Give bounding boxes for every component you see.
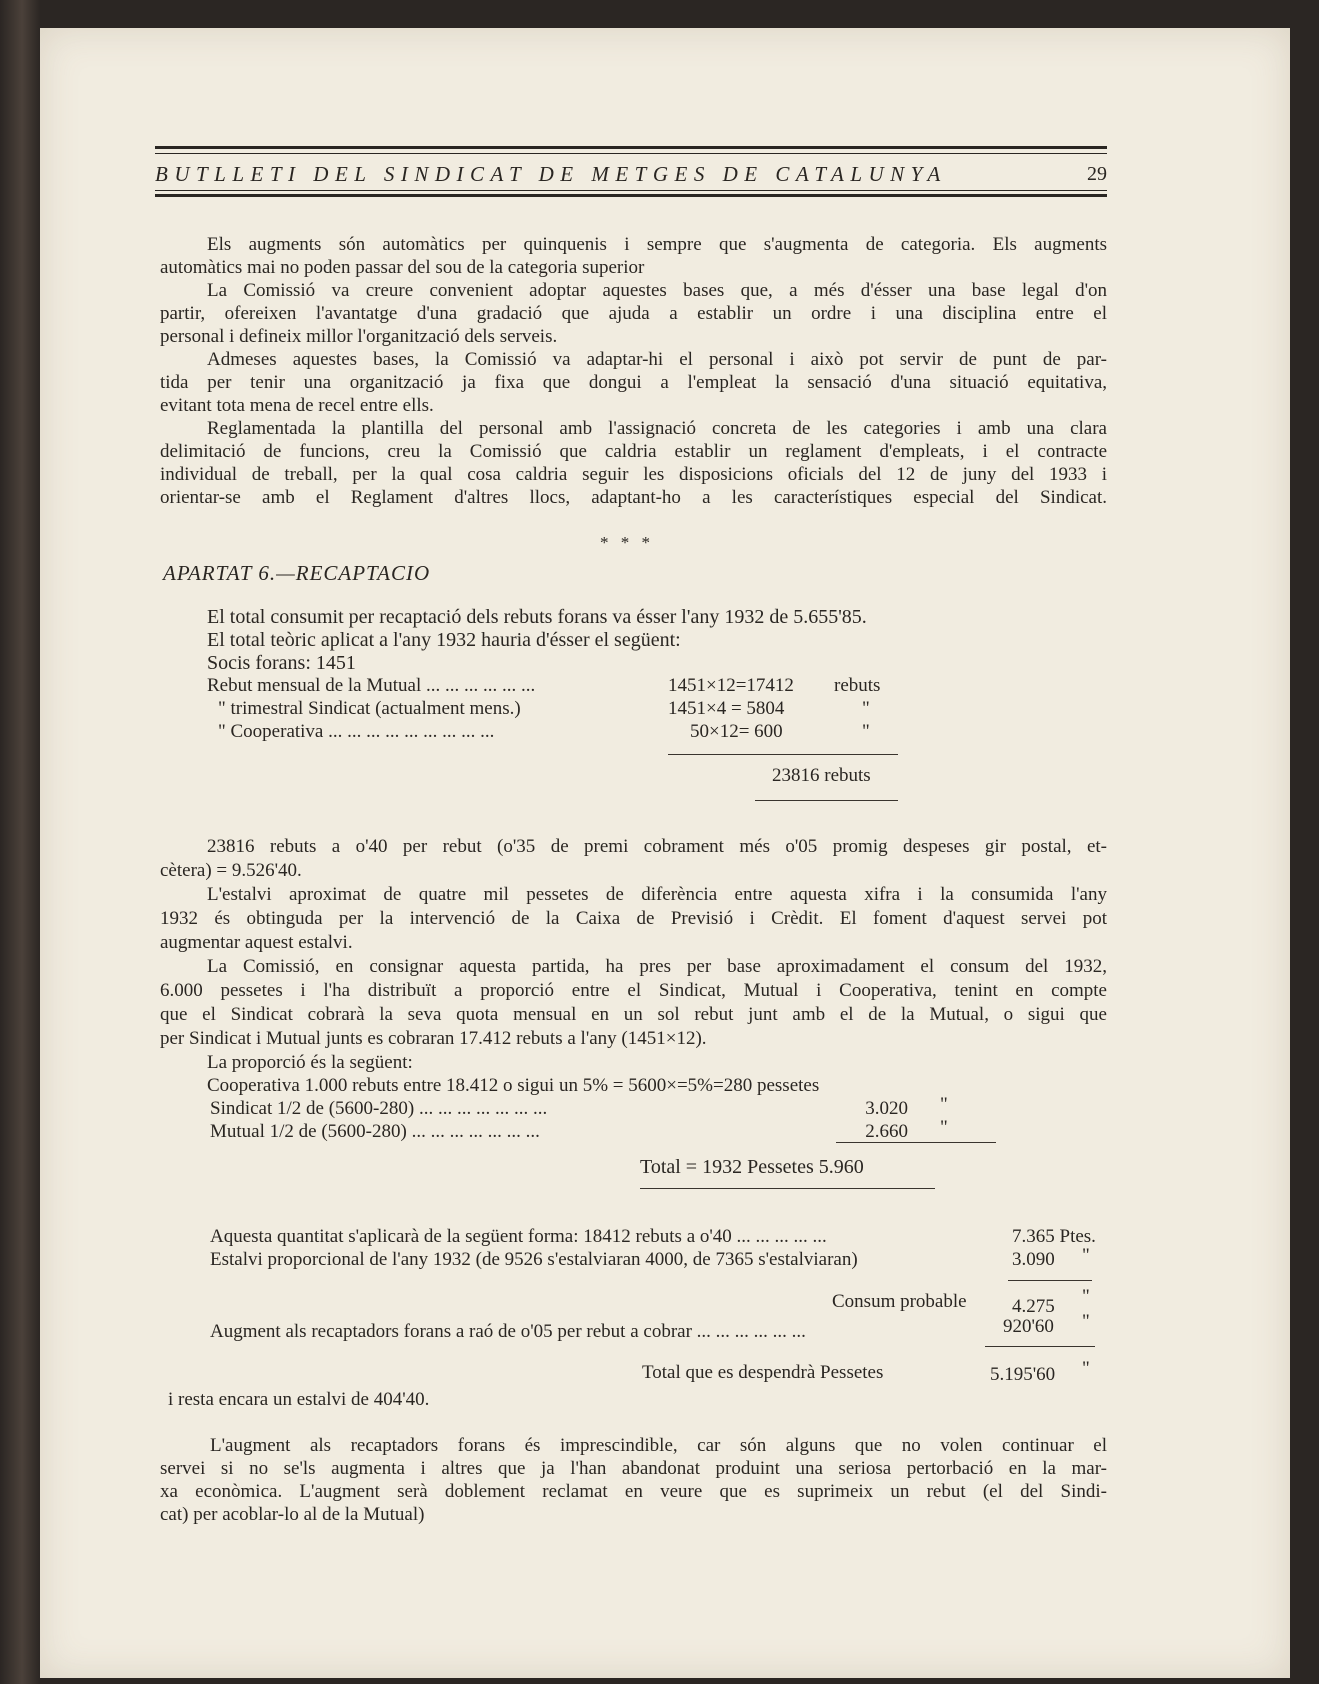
proporcio-sum-line — [836, 1142, 996, 1143]
proporcio-row-label: Sindicat 1/2 de (5600-280) ... ... ... ... ... ... ... — [210, 1098, 548, 1119]
header-rule-bottom-thick — [155, 194, 1107, 197]
augment-recaptadors-value: 920'60 — [1003, 1316, 1054, 1337]
proporcio-row-label: Cooperativa 1.000 rebuts entre 18.412 o sigui un 5% = 5600×=5%=280 pessetes — [207, 1075, 820, 1096]
running-header — [155, 160, 1107, 188]
rebuts-total: 23816 rebuts — [772, 765, 871, 786]
intro-line: Reglamentada la plantilla del personal amb l'assignació concreta de les categories i amb una clara — [207, 418, 1107, 439]
intro-line: personal i defineix millor l'organització dels serveis. — [160, 326, 558, 347]
intro-line: evitant tota mena de recel entre ells. — [160, 395, 434, 416]
intro-line: partir, ofereixen l'avantatge d'una gradació que ajuda a establir un ordre i una disciplina entre el — [160, 303, 1107, 324]
body-line: cètera) = 9.526'40. — [160, 860, 302, 881]
intro-line: tida per tenir una organització ja fixa que dongui a l'empleat la sensació d'una situació equitativa, — [160, 372, 1107, 393]
body-line: La proporció és la següent: — [207, 1052, 413, 1073]
rebuts-row-unit: " — [862, 721, 870, 742]
proporcio-total-underline — [640, 1188, 935, 1189]
intro-line: Admeses aquestes bases, la Comissió va adaptar-hi el personal i això pot servir de punt de par- — [207, 349, 1107, 370]
aplicacio-row-label: Estalvi proporcional de l'any 1932 (de 9526 s'estalviaran 4000, de 7365 s'estalviaran) — [210, 1249, 858, 1270]
final-line: xa econòmica. L'augment serà doblement reclamat en veure que es suprimeix un rebut (el del Sindi- — [160, 1481, 1107, 1502]
intro-line: delimitació de funcions, creu la Comissió que caldria establir un reglament d'empleats, i el contracte — [160, 441, 1107, 462]
rebuts-row-unit: " — [862, 698, 870, 719]
proporcio-total: Total = 1932 Pessetes 5.960 — [640, 1156, 864, 1178]
consum-probable-label: Consum probable — [832, 1291, 967, 1312]
despendra-sum-line — [985, 1346, 1095, 1347]
body-line: que el Sindicat cobrarà la seva quota mensual en un sol rebut junt amb el de la Mutual, o sigui que — [160, 1004, 1107, 1025]
intro-line: La Comissió va creure convenient adoptar aquestes bases que, a més d'ésser una base legal d'on — [207, 280, 1107, 301]
total-despendra-label: Total que es despendrà Pessetes — [642, 1362, 884, 1383]
rebuts-row-calc: 50×12= 600 — [690, 721, 783, 742]
header-rule-bottom-thin — [155, 190, 1107, 191]
aplicacio-row-label: Aquesta quantitat s'aplicarà de la següent forma: 18412 rebuts a o'40 ... ... ... ... ... — [210, 1226, 827, 1247]
section-separator: * * * — [600, 533, 654, 552]
body-line: 23816 rebuts a o'40 per rebut (o'35 de premi cobrament més o'05 promig despeses gir postal, et- — [207, 836, 1107, 857]
journal-title: BUTLLETI DEL SINDICAT DE METGES DE CATALUNYA — [155, 161, 947, 186]
recaptacio-line: El total teòric aplicat a l'any 1932 hauria d'ésser el següent: — [207, 629, 681, 651]
final-line: L'augment als recaptadors forans és imprescindible, car són alguns que no volen continuar el — [210, 1435, 1107, 1456]
aplicacio-row-unit: " — [1082, 1245, 1090, 1266]
rebuts-row-calc: 1451×12=17412 — [668, 675, 794, 696]
body-line: augmentar aquest estalvi. — [160, 932, 353, 953]
aplicacio-row-value: 7.365 Ptes. — [1012, 1226, 1096, 1247]
intro-line: individual de treball, per la qual cosa caldria seguir les disposicions oficials del 12 de juny del 1933 i — [160, 464, 1107, 485]
final-line: cat) per acoblar-lo al de la Mutual) — [160, 1504, 425, 1525]
rebuts-row-label: " trimestral Sindicat (actualment mens.) — [218, 698, 521, 719]
recaptacio-line: Socis forans: 1451 — [207, 652, 356, 674]
proporcio-row-value: 3.020 — [865, 1098, 908, 1119]
aplicacio-row-value: 3.090 — [1012, 1249, 1055, 1270]
page-number: 29 — [1087, 162, 1107, 185]
consum-probable-value: 4.275 — [1012, 1296, 1055, 1317]
resta-line: i resta encara un estalvi de 404'40. — [168, 1389, 430, 1410]
rebuts-row-unit: rebuts — [834, 675, 881, 696]
final-line: servei si no se'ls augmenta i altres que ja l'han abandonat produint una seriosa pertorbació en la mar- — [160, 1458, 1107, 1479]
rebuts-row-label: " Cooperativa ... ... ... ... ... ... ... ... ... — [218, 721, 495, 742]
body-line: La Comissió, en consignar aquesta partida, ha pres per base aproximadament el consum del 1932, — [207, 956, 1107, 977]
augment-recaptadors-label: Augment als recaptadors forans a raó de o'05 per rebut a cobrar ... ... ... ... ... ... — [210, 1321, 806, 1342]
proporcio-row-unit: " — [940, 1094, 948, 1115]
intro-line: orientar-se amb el Reglament d'altres llocs, adaptant-ho a les característiques especial del Sindicat. — [160, 487, 1107, 508]
section-title: APARTAT 6.—RECAPTACIO — [163, 561, 431, 585]
total-despendra-unit: " — [1082, 1358, 1090, 1379]
augment-recaptadors-unit: " — [1082, 1311, 1090, 1332]
intro-line: Els augments són automàtics per quinquenis i sempre que s'augmenta de categoria. Els augments — [207, 234, 1107, 255]
body-line: 1932 és obtinguda per la intervenció de la Caixa de Previsió i Crèdit. El foment d'aquest servei pot — [160, 908, 1107, 929]
intro-line: automàtics mai no poden passar del sou de la categoria superior — [160, 257, 645, 278]
proporcio-row-value: 2.660 — [865, 1121, 908, 1142]
rebuts-total-underline — [755, 800, 898, 801]
proporcio-row-unit: " — [940, 1117, 948, 1138]
total-despendra-value: 5.195'60 — [990, 1364, 1056, 1385]
recaptacio-line: El total consumit per recaptació dels rebuts forans va ésser l'any 1932 de 5.655'85. — [207, 606, 867, 628]
rebuts-row-label: Rebut mensual de la Mutual ... ... ... ... ... ... — [207, 675, 536, 696]
body-line: 6.000 pessetes i l'ha distribuït a proporció entre el Sindicat, Mutual i Cooperativa, tenint en compte — [160, 980, 1107, 1001]
aplicacio-sum-line — [1008, 1280, 1092, 1281]
header-rule-top-thick — [155, 146, 1107, 149]
rebuts-row-calc: 1451×4 = 5804 — [668, 698, 785, 719]
rebuts-sum-line — [668, 754, 898, 755]
body-line: per Sindicat i Mutual junts es cobraran 17.412 rebuts a l'any (1451×12). — [160, 1028, 707, 1049]
header-rule-top-thin — [155, 153, 1107, 154]
consum-probable-unit: " — [1082, 1286, 1090, 1307]
proporcio-row-label: Mutual 1/2 de (5600-280) ... ... ... ... ... ... ... — [210, 1121, 540, 1142]
body-line: L'estalvi aproximat de quatre mil pessetes de diferència entre aquesta xifra i la consumida l'any — [207, 884, 1107, 905]
